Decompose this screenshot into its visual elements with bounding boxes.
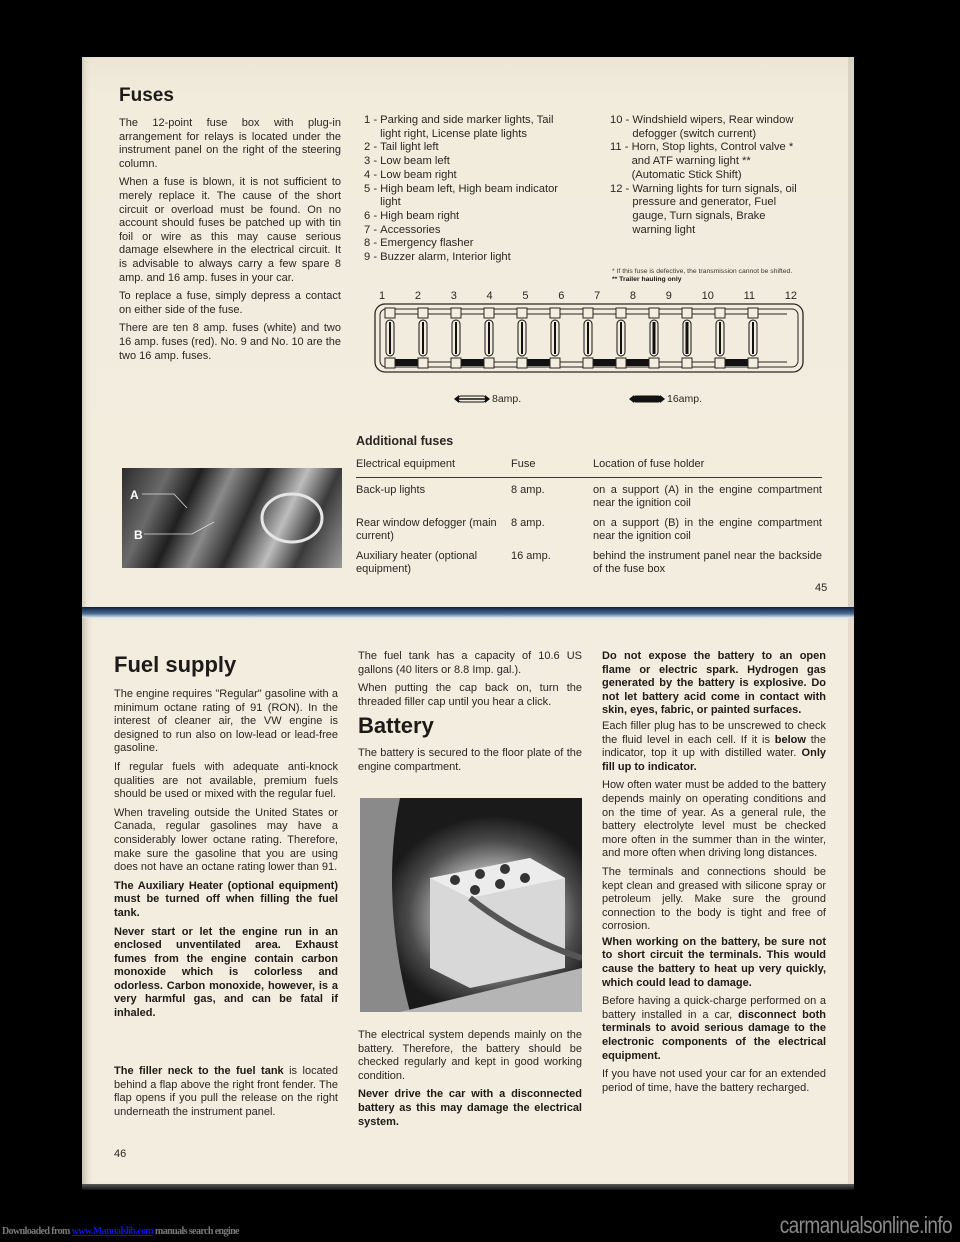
photo-leader-lines bbox=[122, 468, 342, 568]
battery-illustration bbox=[360, 798, 582, 1012]
flame-warning: Do not expose the battery to an open flame or electric spark. Hydrogen gas generated by the battery is explosive. Do not let battery acid come in contact with skin, eyes, fabric, or painted surfaces. bbox=[602, 650, 826, 717]
fuses-intro bbox=[119, 117, 341, 368]
fuse-item: 7 - Accessories bbox=[364, 223, 441, 236]
disconnected-warning: Never drive the car with a disconnected battery as this may damage the electrical system. bbox=[358, 1088, 582, 1128]
table-row: Rear window defogger (main current) 8 amp. on a support (B) in the engine compartment near the ignition coil bbox=[356, 516, 822, 542]
battery-details: Do not expose the battery to an open flame or electric spark. Hydrogen gas generated by the battery is explosive. Do not let battery acid come in contact with skin, eyes, fabric, or painted surfaces. Each filler plug has to be unscrewed to check the fluid level in each cell. If it is below the indicator, top it up with distilled water. Only fill up to indicator. How often water must be added to the battery depends mainly on operating conditions and on the time of year. As a general rule, the battery electrolyte level must be checked more often in the summer than in the winter, and more often when driving long distances. The terminals and connections should be kept clean and greased with silicone spray or petroleum jelly. Make sure the ground connection to the body is tight and free of corrosion. When working on the battery, be sure not to short circuit the terminals. This would cause the battery to heat up very quickly, which could lead to damage. Before having a quick-charge performed on a battery installed in a car, disconnect both terminals to avoid serious damage to the electronic components of the electrical equipment. If you have not used your car for an extended period of time, have the battery recharged. bbox=[602, 650, 826, 1094]
page-number: 46 bbox=[114, 1148, 127, 1160]
table-header-row bbox=[356, 454, 822, 477]
table-row: Auxiliary heater (optional equipment) 16 amp. behind the instrument panel near the backside of the fuse box bbox=[356, 549, 822, 575]
legend-8amp: 8amp. bbox=[454, 393, 521, 405]
fuel-tank-text: The fuel tank has a capacity of 10.6 US gallons (40 liters or 8.8 Imp. gal.). When putting the cap back on, turn the threaded filler cap until you hear a click. bbox=[358, 650, 582, 708]
manualslib-link[interactable]: www.Manualslib.com bbox=[71, 1226, 154, 1237]
additional-fuses-title: Additional fuses bbox=[356, 434, 454, 448]
photo-label-b: B bbox=[134, 528, 143, 542]
filler-neck-text: The filler neck to the fuel tank is located behind a flap above the right front fender. The flap opens if you pull the release on the right underneath the instrument panel. bbox=[114, 1065, 338, 1118]
page-number: 45 bbox=[815, 582, 828, 594]
fuse-item: 5 - High beam left, High beam indicator light bbox=[364, 182, 559, 209]
fuse-box-diagram bbox=[373, 290, 805, 379]
exhaust-warning: Never start or let the engine run in an enclosed unventilated area. Exhaust fumes from the engine contain carbon monoxide which is colorless and odorless. Carbon monoxide, however, is a very harmful gas, and can be fatal if inhaled. bbox=[114, 925, 338, 1020]
fuse-item: 9 - Buzzer alarm, Interior light bbox=[364, 251, 511, 264]
site-watermark: carmanualsonline.info bbox=[779, 1213, 952, 1239]
fuses-paragraph: The 12-point fuse box with plug-in arrangement for relays is located under the instrument panel on the right of the steering column. bbox=[119, 117, 341, 170]
fuel-supply-title: Fuel supply bbox=[114, 652, 237, 677]
battery-electrical-text: The electrical system depends mainly on the battery. Therefore, the battery should be checked regularly and kept in good working condition. Never drive the car with a disconnected battery as this may damage the electrical system. bbox=[358, 1029, 582, 1128]
fuel-supply-text: The engine requires "Regular" gasoline with a minimum octane rating of 91 (RON). In the interest of cleaner air, the VW engine is designed to run also on low-lead or lead-free gasoline. If regular fuels with adequate anti-knock qualities are not available, premium fuels should be used or mixed with the regular fuel. When traveling outside the United States or Canada, regular gasolines may have a considerably lower octane rating. Therefore, make sure the gasoline that you are using does not have an octane rating lower than 91. The Auxiliary Heater (optional equipment) must be turned off when filling the fuel tank. Never start or let the engine run in an enclosed unventilated area. Exhaust fumes from the engine contain carbon monoxide which is colorless and odorless. Carbon monoxide, however, is a very harmful gas, and can be fatal if inhaled. bbox=[114, 688, 338, 1020]
fuse-16amp-icon bbox=[629, 394, 665, 404]
heater-warning: The Auxiliary Heater (optional equipment) must be turned off when filling the fuel tank. bbox=[114, 879, 338, 919]
fuse-item: 11 - Horn, Stop lights, Control valve * and ATF warning light ** (Automatic Stick Shift) bbox=[610, 141, 794, 181]
page-46 bbox=[82, 618, 854, 1184]
fuses-paragraph: There are ten 8 amp. fuses (white) and two 16 amp. fuses (red). No. 9 and No. 10 are the two 16 amp. fuses. bbox=[119, 322, 341, 362]
fuses-title: Fuses bbox=[119, 85, 174, 106]
battery-intro: The battery is secured to the floor plate of the engine compartment. bbox=[358, 747, 582, 773]
page-45 bbox=[82, 57, 854, 607]
engine-compartment-photo bbox=[122, 468, 342, 568]
fuse-list-left bbox=[364, 114, 569, 265]
fuses-paragraph: To replace a fuse, simply depress a contact on either side of the fuse. bbox=[119, 290, 341, 316]
short-circuit-warning: When working on the battery, be sure not to short circuit the terminals. This would cause the battery to heat up very quickly, which could lead to damage. bbox=[602, 935, 826, 989]
fuse-item: 1 - Parking and side marker lights, Tail light right, License plate lights bbox=[364, 114, 554, 140]
fuse-number-row: 1 2 3 4 5 6 7 8 9 10 11 12 bbox=[379, 290, 797, 302]
fuse-8amp-icon bbox=[454, 394, 490, 404]
battery-title: Battery bbox=[358, 713, 434, 738]
fuse-item: 3 - Low beam left bbox=[364, 155, 450, 168]
footnotes bbox=[612, 268, 852, 283]
fuse-item: 2 - Tail light left bbox=[364, 141, 439, 154]
fuse-item: 4 - Low beam right bbox=[364, 168, 457, 181]
additional-fuses-section bbox=[356, 434, 822, 577]
battery-photo bbox=[360, 798, 582, 1012]
footnote: ** Trailer hauling only bbox=[612, 275, 682, 283]
column-header: Fuse bbox=[511, 454, 593, 477]
legend-16amp: 16amp. bbox=[629, 393, 702, 405]
download-watermark: Downloaded from www.Manualslib.com manuals search engine bbox=[2, 1226, 239, 1237]
fuses-paragraph: When a fuse is blown, it is not sufficient to merely replace it. The cause of the short circuit or overload must be found. On no account should fuses be patched up with tin foil or wire as this may cause serious damage elsewhere in the electrical circuit. It is advisable to always carry a few spare 8 amp. and 16 amp. fuses in your car. bbox=[119, 176, 341, 284]
additional-fuses-table bbox=[356, 454, 822, 577]
fuse-item: 6 - High beam right bbox=[364, 209, 460, 222]
column-header: Electrical equipment bbox=[356, 454, 511, 477]
column-header: Location of fuse holder bbox=[593, 454, 822, 477]
photo-label-a: A bbox=[130, 488, 139, 502]
fuse-list-right bbox=[610, 114, 800, 237]
fuse-item: 8 - Emergency flasher bbox=[364, 237, 474, 250]
table-row: Back-up lights 8 amp. on a support (A) in the engine compartment near the ignition coil bbox=[356, 483, 822, 509]
fuse-box-drawing bbox=[373, 302, 805, 374]
footnote: * If this fuse is defective, the transmission cannot be shifted. bbox=[612, 268, 793, 275]
fuse-item: 12 - Warning lights for turn signals, oil pressure and generator, Fuel gauge, Turn signals, Brake warning light bbox=[610, 182, 797, 236]
fuse-item: 10 - Windshield wipers, Rear window defogger (switch current) bbox=[610, 114, 794, 140]
